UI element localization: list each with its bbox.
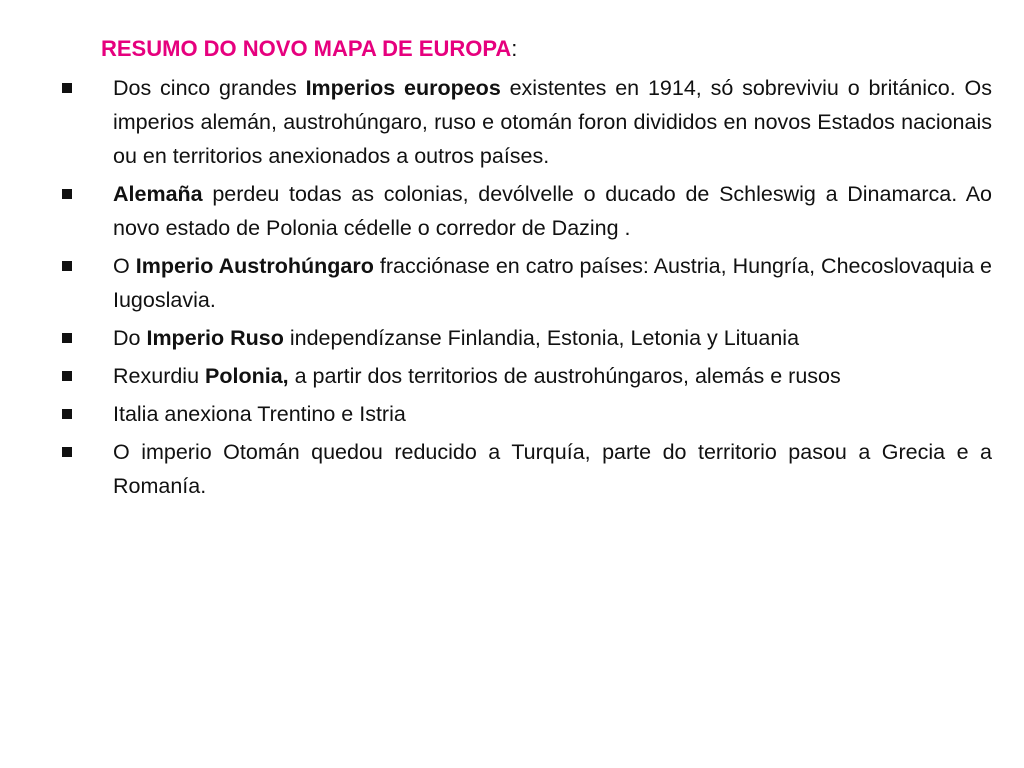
bullet-item xyxy=(58,359,992,393)
bullet-list xyxy=(58,71,992,507)
bullet-text: O xyxy=(113,254,136,278)
bullet-item xyxy=(58,397,992,431)
bullet-text: Italia anexiona Trentino e Istria xyxy=(113,402,406,426)
slide-title-text: RESUMO DO NOVO MAPA DE EUROPA xyxy=(101,36,512,61)
bullet-text: Dos cinco grandes xyxy=(113,76,306,100)
bullet-bold-text: Imperio Austrohúngaro xyxy=(135,254,374,278)
bullet-item xyxy=(58,177,992,245)
square-bullet-icon xyxy=(62,409,72,419)
square-bullet-icon xyxy=(62,83,72,93)
slide-title-colon: : xyxy=(511,36,518,61)
square-bullet-icon xyxy=(62,261,72,271)
bullet-bold-text: Polonia, xyxy=(205,364,289,388)
bullet-text: O imperio Otomán quedou reducido a Turquía, parte do territorio pasou a Grecia e a Romanía. xyxy=(113,440,992,498)
bullet-bold-text: Imperios europeos xyxy=(305,76,501,100)
bullet-item xyxy=(58,321,992,355)
square-bullet-icon xyxy=(62,333,72,343)
bullet-item xyxy=(58,435,992,503)
bullet-text: a partir dos territorios de austrohúngaros, alemás e rusos xyxy=(288,364,841,388)
bullet-text: independízanse Finlandia, Estonia, Letonia y Lituania xyxy=(283,326,800,350)
bullet-text: Do xyxy=(113,326,147,350)
bullet-bold-text: Alemaña xyxy=(113,182,203,206)
square-bullet-icon xyxy=(62,447,72,457)
bullet-text: fracciónase en catro países: Austria, Hungría, Checoslovaquia e Iugoslavia. xyxy=(113,254,992,312)
square-bullet-icon xyxy=(62,371,72,381)
slide-title xyxy=(101,34,517,64)
bullet-bold-text: Imperio Ruso xyxy=(146,326,284,350)
square-bullet-icon xyxy=(62,189,72,199)
bullet-text: existentes en 1914, só sobreviviu o británico. Os imperios alemán, austrohúngaro, ruso e otomán foron divididos en novos Estados nacionais ou en territorios anexionados a outros países. xyxy=(113,76,992,168)
bullet-text: Rexurdiu xyxy=(113,364,206,388)
bullet-item xyxy=(58,249,992,317)
bullet-text: perdeu todas as colonias, devólvelle o ducado de Schleswig a Dinamarca. Ao novo estado de Polonia cédelle o corredor de Dazing . xyxy=(113,182,992,240)
bullet-item xyxy=(58,71,992,173)
